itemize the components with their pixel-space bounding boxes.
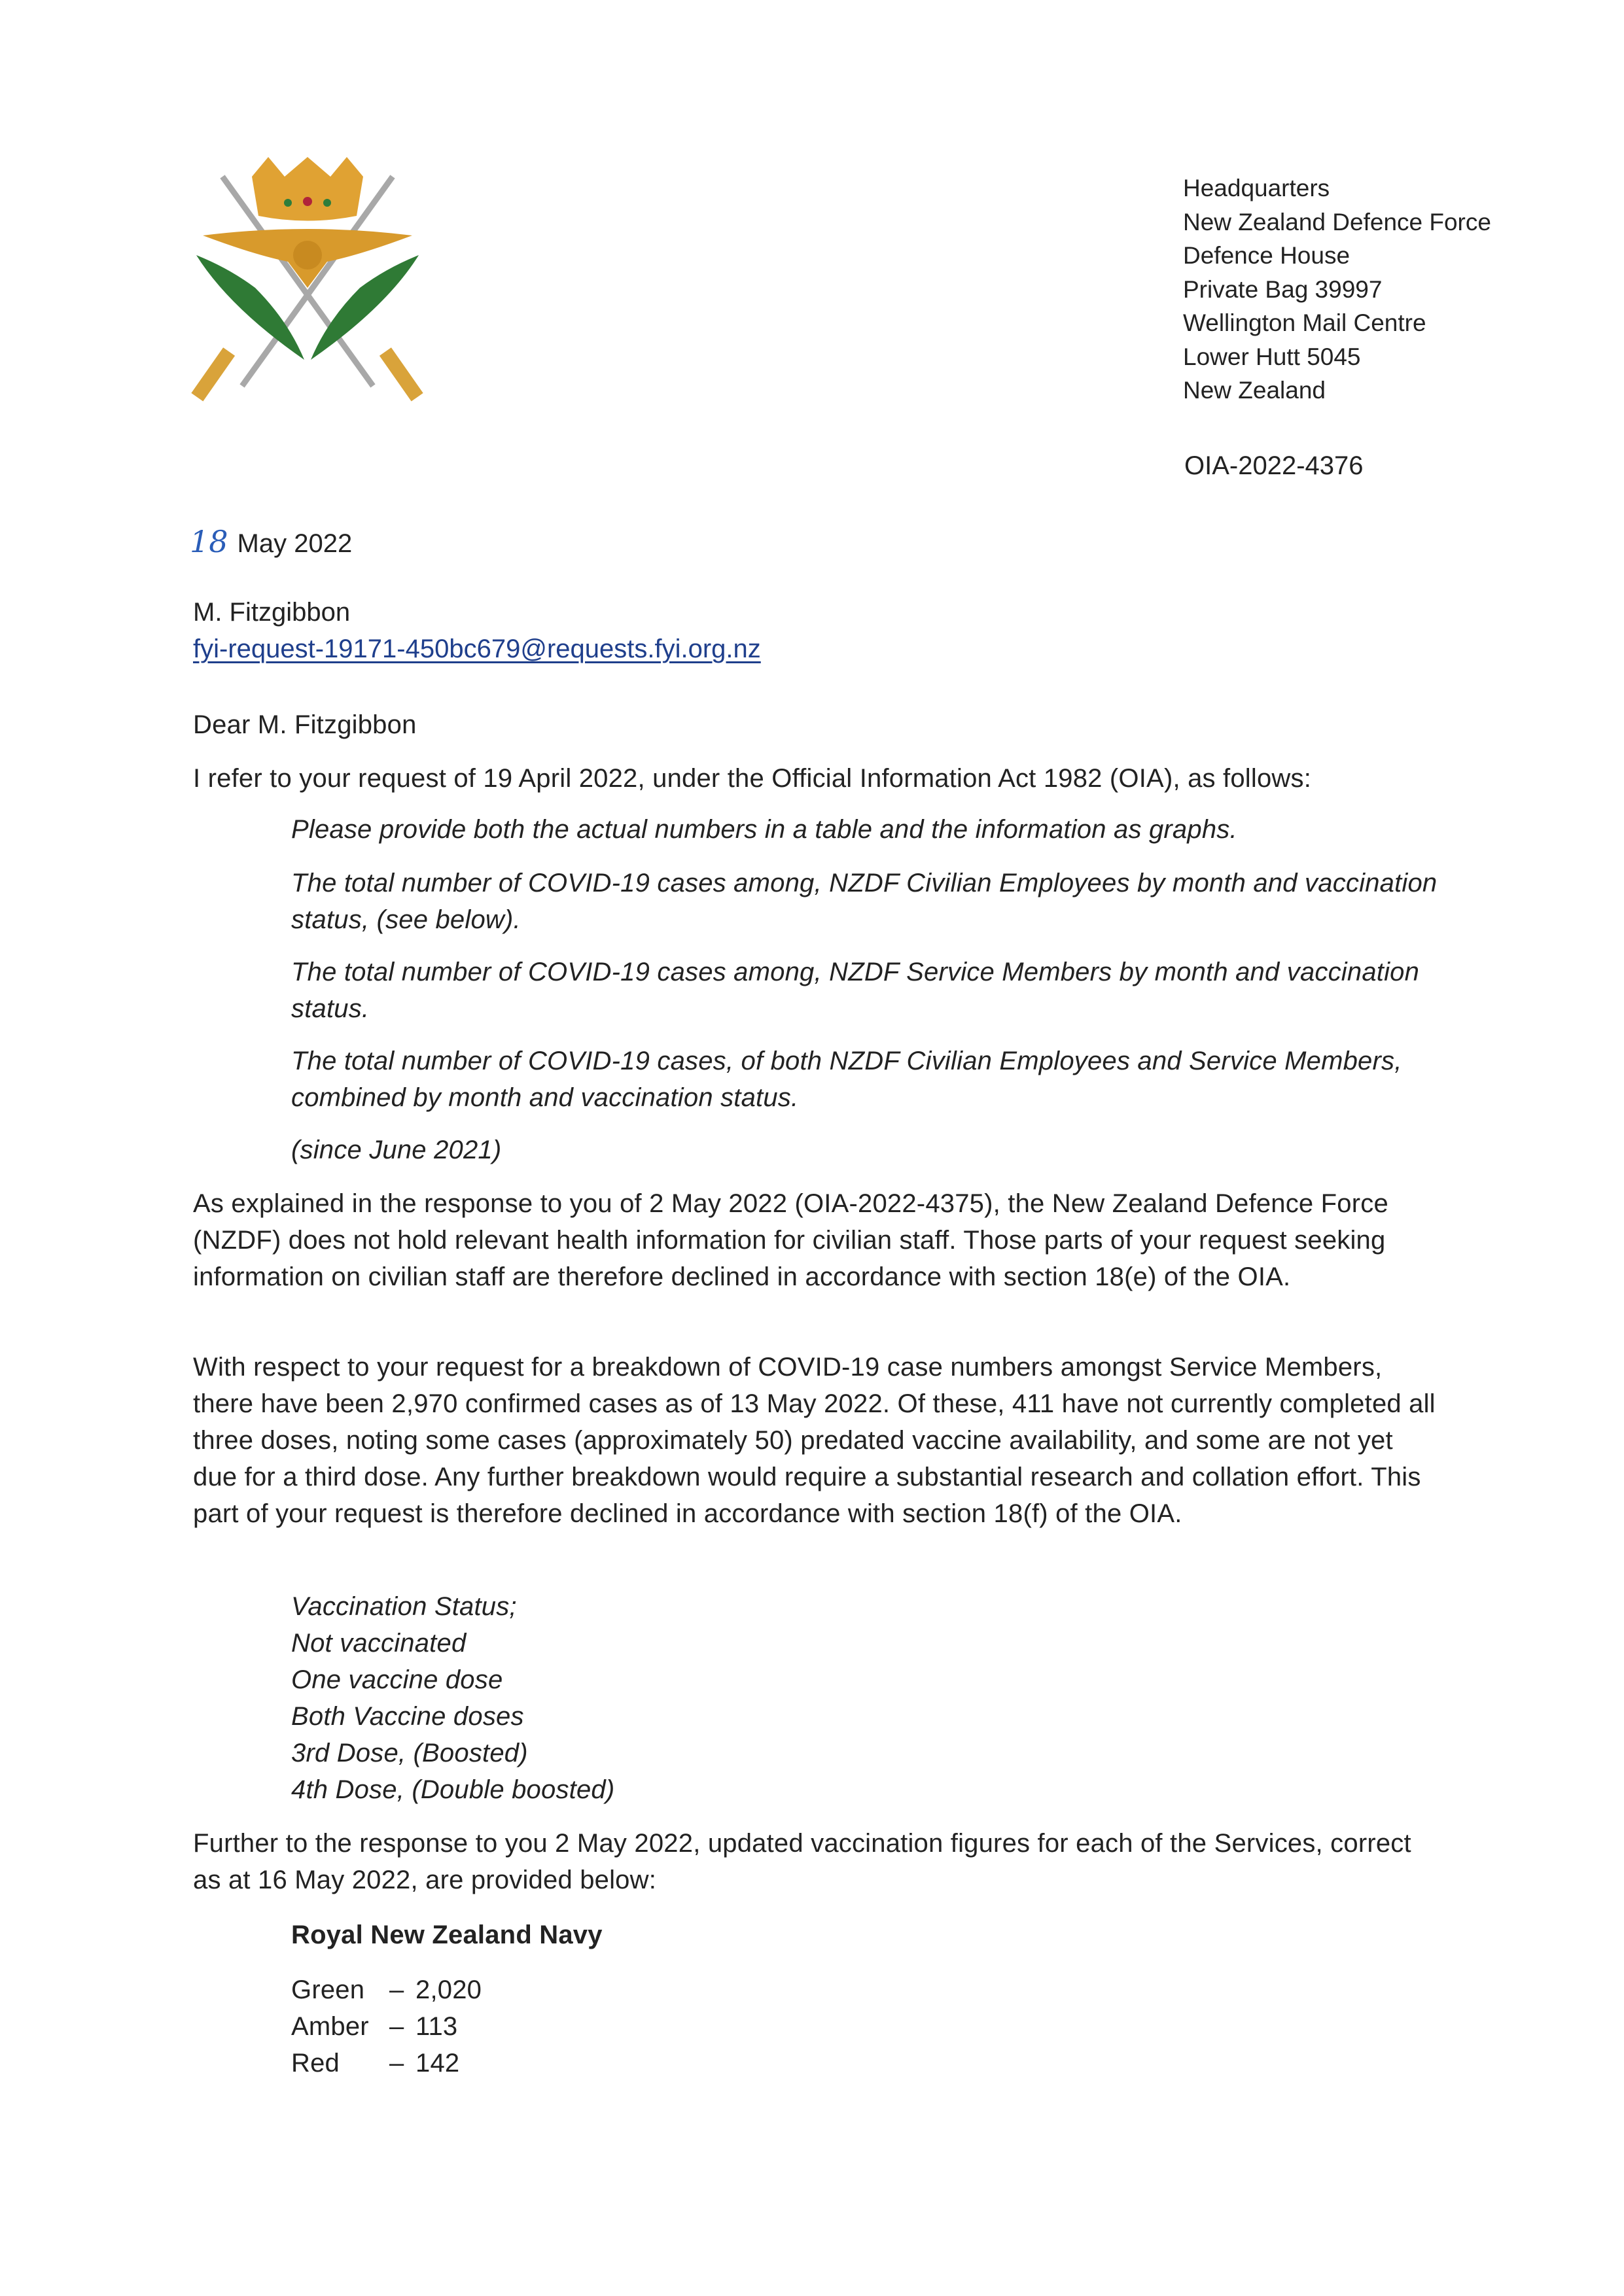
intro-paragraph: I refer to your request of 19 April 2022, under the Official Information Act 1982 (OIA), as follows: <box>193 764 1312 793</box>
update-paragraph: Further to the response to you 2 May 2022, updated vaccination figures for each of the Services, correct as at 16 May 2022, are provided below: <box>193 1829 1411 1894</box>
address-line: Wellington Mail Centre <box>1183 309 1426 336</box>
recipient-name: M. Fitzgibbon <box>193 598 351 627</box>
quoted-request-line: (since June 2021) <box>291 1136 502 1164</box>
navy-heading: Royal New Zealand Navy <box>291 1921 603 1949</box>
status-heading: Vaccination Status; <box>291 1592 517 1621</box>
navy-row-red <box>291 2045 482 2081</box>
status-item: Not vaccinated <box>291 1629 467 1658</box>
reference-number: OIA-2022-4376 <box>1184 451 1364 480</box>
quoted-request-line: The total number of COVID-19 cases, of both NZDF Civilian Employees and Service Members, combined by month and vaccination status. <box>291 1047 1402 1112</box>
navy-row-amber <box>291 2008 482 2045</box>
date-month-year: May 2022 <box>237 529 353 558</box>
row-label: Red <box>291 2049 340 2078</box>
row-dash: – <box>389 1975 404 2004</box>
handwritten-day: 18 <box>190 524 228 559</box>
status-item: 3rd Dose, (Boosted) <box>291 1739 528 1767</box>
salutation: Dear M. Fitzgibbon <box>193 710 417 739</box>
address-line: Lower Hutt 5045 <box>1183 343 1361 370</box>
quoted-request-line: The total number of COVID-19 cases among, NZDF Civilian Employees by month and vaccination status, (see below). <box>291 869 1438 934</box>
address-line: Private Bag 39997 <box>1183 275 1383 303</box>
row-dash: – <box>389 2049 404 2078</box>
address-line: New Zealand <box>1183 377 1326 404</box>
address-line: Defence House <box>1183 242 1350 269</box>
civilian-paragraph: As explained in the response to you of 2 May 2022 (OIA-2022-4375), the New Zealand Defence Force (NZDF) does not hold relevant health information for civilian staff. Those parts of your request seeking information on civilian staff are therefore declined in accordance with section 18(e) of the OIA. <box>193 1189 1388 1291</box>
row-label: Amber <box>291 2012 369 2041</box>
status-item: Both Vaccine doses <box>291 1702 524 1731</box>
sender-address <box>1183 171 1491 408</box>
recipient-block <box>193 594 761 667</box>
row-label: Green <box>291 1975 365 2004</box>
row-dash: – <box>389 2012 404 2041</box>
nzdf-crest-icon <box>190 157 425 406</box>
letter-date <box>190 523 352 562</box>
status-item: 4th Dose, (Double boosted) <box>291 1775 615 1804</box>
address-line: Headquarters <box>1183 175 1330 201</box>
navy-row-green <box>291 1972 482 2008</box>
navy-figures <box>291 1972 482 2081</box>
status-item: One vaccine dose <box>291 1665 503 1694</box>
quoted-request-line: Please provide both the actual numbers in a table and the information as graphs. <box>291 815 1237 844</box>
recipient-email-link[interactable]: fyi-request-19171-450bc679@requests.fyi.org.nz <box>193 635 761 663</box>
row-value: 142 <box>415 2049 460 2078</box>
vaccination-status-list <box>291 1588 614 1808</box>
quoted-request-line: The total number of COVID-19 cases among, NZDF Service Members by month and vaccination status. <box>291 958 1420 1023</box>
service-members-paragraph: With respect to your request for a breakdown of COVID-19 case numbers amongst Service Members, there have been 2,970 confirmed cases as of 13 May 2022. Of these, 411 have not currently completed all three doses, noting some cases (approximately 50) predated vaccine availability, and some are not yet due for a third dose. Any further breakdown would require a substantial research and collation effort. This part of your request is therefore declined in accordance with section 18(f) of the OIA. <box>193 1353 1436 1528</box>
row-value: 2,020 <box>415 1975 482 2004</box>
address-line: New Zealand Defence Force <box>1183 208 1491 235</box>
row-value: 113 <box>415 2012 458 2041</box>
